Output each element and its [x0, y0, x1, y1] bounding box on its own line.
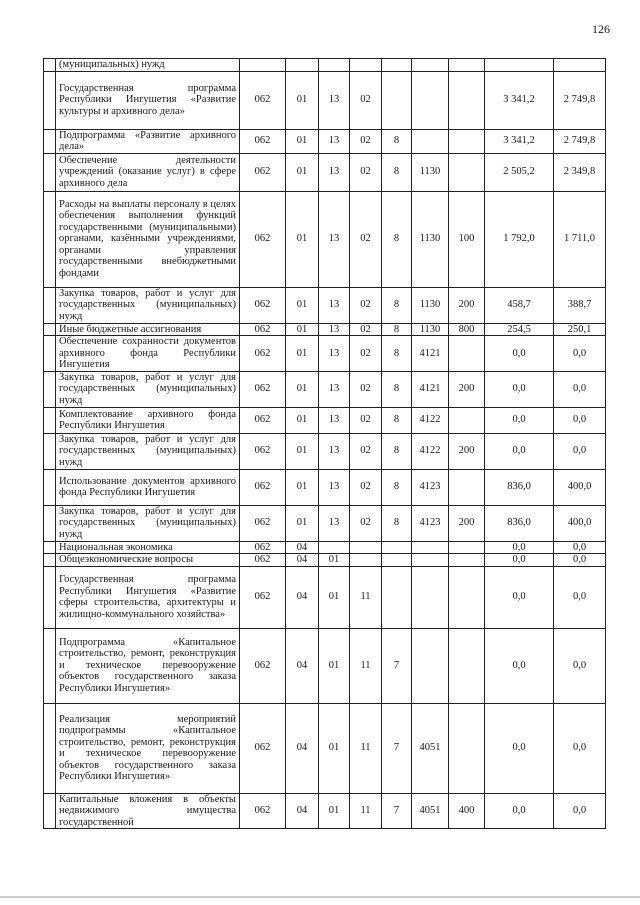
row-number-cell [44, 566, 56, 628]
cell-s2: 388,7 [554, 287, 606, 323]
cell-s1: 458,7 [485, 287, 554, 323]
cell-dir: 4122 [412, 433, 449, 469]
cell-dir: 4122 [412, 407, 449, 433]
cell-s1 [485, 59, 554, 72]
cell-s2: 400,0 [554, 505, 606, 541]
cell-sub: 8 [382, 407, 412, 433]
cell-rz: 01 [286, 407, 319, 433]
cell-s2: 0,0 [554, 793, 606, 829]
cell-sub: 7 [382, 628, 412, 703]
cell-s2: 0,0 [554, 703, 606, 793]
cell-dir [412, 71, 449, 129]
cell-sub: 7 [382, 793, 412, 829]
cell-s1: 3 341,2 [485, 129, 554, 153]
cell-adm: 062 [240, 336, 286, 372]
table-row [44, 554, 606, 567]
cell-name: Комплектование архивного фонда Республики Ингушетия [56, 407, 240, 433]
cell-prog: 02 [350, 336, 382, 372]
cell-s1: 836,0 [485, 505, 554, 541]
table-row [44, 433, 606, 469]
table-row [44, 469, 606, 505]
cell-prog: 02 [350, 323, 382, 336]
cell-sub [382, 554, 412, 567]
cell-sub [382, 59, 412, 72]
row-number-cell [44, 153, 56, 191]
cell-prog [350, 554, 382, 567]
cell-vr [449, 469, 485, 505]
table-row [44, 71, 606, 129]
cell-rz: 01 [286, 323, 319, 336]
cell-rz: 01 [286, 433, 319, 469]
cell-s2: 0,0 [554, 433, 606, 469]
cell-dir: 4121 [412, 371, 449, 407]
cell-adm: 062 [240, 628, 286, 703]
cell-s1: 0,0 [485, 703, 554, 793]
cell-prog [350, 541, 382, 554]
cell-name: Закупка товаров, работ и услуг для государственных (муниципальных) нужд [56, 371, 240, 407]
cell-vr [449, 71, 485, 129]
cell-vr: 400 [449, 793, 485, 829]
cell-vr [449, 554, 485, 567]
cell-s1: 1 792,0 [485, 191, 554, 287]
cell-pr: 13 [319, 287, 350, 323]
cell-dir [412, 129, 449, 153]
budget-table [43, 58, 606, 829]
row-number-cell [44, 628, 56, 703]
row-number-cell [44, 129, 56, 153]
cell-name: Подпрограмма «Развитие архивного дела» [56, 129, 240, 153]
cell-vr [449, 703, 485, 793]
cell-prog: 02 [350, 71, 382, 129]
cell-pr: 01 [319, 793, 350, 829]
cell-dir [412, 59, 449, 72]
cell-s2: 2 749,8 [554, 129, 606, 153]
cell-pr: 13 [319, 323, 350, 336]
cell-rz: 04 [286, 554, 319, 567]
row-number-cell [44, 433, 56, 469]
cell-adm: 062 [240, 371, 286, 407]
cell-s1: 0,0 [485, 336, 554, 372]
cell-rz: 04 [286, 703, 319, 793]
cell-s1: 3 341,2 [485, 71, 554, 129]
row-number-cell [44, 336, 56, 372]
cell-pr: 13 [319, 371, 350, 407]
cell-adm: 062 [240, 153, 286, 191]
row-number-cell [44, 469, 56, 505]
cell-pr: 13 [319, 505, 350, 541]
cell-dir: 4051 [412, 793, 449, 829]
cell-dir [412, 566, 449, 628]
row-number-cell [44, 541, 56, 554]
cell-rz: 01 [286, 505, 319, 541]
cell-prog: 11 [350, 703, 382, 793]
cell-name: Национальная экономика [56, 541, 240, 554]
cell-pr: 13 [319, 129, 350, 153]
cell-sub: 8 [382, 129, 412, 153]
cell-vr: 100 [449, 191, 485, 287]
cell-s2: 2 749,8 [554, 71, 606, 129]
cell-name: Использование документов архивного фонда Республики Ингушетия [56, 469, 240, 505]
cell-sub: 8 [382, 323, 412, 336]
table-row [44, 287, 606, 323]
cell-prog: 02 [350, 505, 382, 541]
cell-s1: 0,0 [485, 407, 554, 433]
cell-vr [449, 628, 485, 703]
cell-s1: 0,0 [485, 628, 554, 703]
cell-s2: 0,0 [554, 554, 606, 567]
cell-s2 [554, 59, 606, 72]
cell-vr: 200 [449, 371, 485, 407]
cell-sub: 8 [382, 191, 412, 287]
cell-name: Капитальные вложения в объекты недвижимого имущества государственной [56, 793, 240, 829]
cell-dir: 4123 [412, 505, 449, 541]
cell-pr: 13 [319, 153, 350, 191]
cell-s1: 836,0 [485, 469, 554, 505]
cell-adm: 062 [240, 433, 286, 469]
table-row [44, 566, 606, 628]
page-number: 126 [592, 22, 610, 36]
cell-sub: 8 [382, 287, 412, 323]
cell-adm: 062 [240, 566, 286, 628]
row-number-cell [44, 71, 56, 129]
cell-vr: 200 [449, 433, 485, 469]
cell-s2: 1 711,0 [554, 191, 606, 287]
cell-rz: 01 [286, 371, 319, 407]
table-row [44, 407, 606, 433]
cell-adm: 062 [240, 323, 286, 336]
cell-name: Иные бюджетные ассигнования [56, 323, 240, 336]
cell-s2: 0,0 [554, 628, 606, 703]
row-number-cell [44, 287, 56, 323]
cell-prog: 02 [350, 191, 382, 287]
cell-prog: 02 [350, 371, 382, 407]
cell-prog: 02 [350, 407, 382, 433]
cell-sub: 8 [382, 371, 412, 407]
cell-sub [382, 566, 412, 628]
cell-rz: 04 [286, 541, 319, 554]
table-row [44, 793, 606, 829]
cell-s2: 250,1 [554, 323, 606, 336]
cell-adm: 062 [240, 554, 286, 567]
cell-pr: 13 [319, 191, 350, 287]
cell-vr [449, 566, 485, 628]
cell-pr: 01 [319, 628, 350, 703]
cell-sub: 8 [382, 153, 412, 191]
cell-pr: 13 [319, 469, 350, 505]
cell-name: Государственная программа Республики Ингушетия «Развитие сферы строительства, архитектуры и жилищно-коммунального хозяйства» [56, 566, 240, 628]
table-row [44, 371, 606, 407]
cell-name: (муниципальных) нужд [56, 59, 240, 72]
cell-dir: 1130 [412, 191, 449, 287]
cell-s2: 400,0 [554, 469, 606, 505]
cell-name: Подпрограмма «Капитальное строительство, ремонт, реконструкция и техническое перевооружение объектов государственного заказа Республики Ингушетия» [56, 628, 240, 703]
table-row [44, 505, 606, 541]
cell-s1: 0,0 [485, 566, 554, 628]
cell-pr: 13 [319, 71, 350, 129]
table-row [44, 703, 606, 793]
cell-s1: 0,0 [485, 541, 554, 554]
row-number-cell [44, 407, 56, 433]
cell-sub: 8 [382, 433, 412, 469]
cell-name: Реализация мероприятий подпрограммы «Капитальное строительство, ремонт, реконструкция и техническое перевооружение объектов государственного заказа Республики Ингушетия» [56, 703, 240, 793]
cell-vr [449, 153, 485, 191]
cell-pr: 01 [319, 554, 350, 567]
cell-adm: 062 [240, 469, 286, 505]
cell-sub: 7 [382, 703, 412, 793]
cell-prog: 02 [350, 469, 382, 505]
cell-adm: 062 [240, 287, 286, 323]
cell-name: Расходы на выплаты персоналу в целях обеспечения выполнения функций государственными (муниципальными) органами, казёнными учреждениями, органами управления государственными внебюджетными фондами [56, 191, 240, 287]
cell-dir: 1130 [412, 323, 449, 336]
cell-sub [382, 541, 412, 554]
cell-rz: 01 [286, 191, 319, 287]
cell-dir: 4123 [412, 469, 449, 505]
cell-vr [449, 336, 485, 372]
cell-s1: 0,0 [485, 433, 554, 469]
cell-pr: 13 [319, 433, 350, 469]
cell-dir [412, 541, 449, 554]
cell-rz [286, 59, 319, 72]
cell-prog: 02 [350, 287, 382, 323]
cell-name: Закупка товаров, работ и услуг для государственных (муниципальных) нужд [56, 287, 240, 323]
cell-s2: 0,0 [554, 541, 606, 554]
cell-prog: 11 [350, 566, 382, 628]
cell-prog: 02 [350, 433, 382, 469]
cell-dir [412, 628, 449, 703]
cell-rz: 04 [286, 566, 319, 628]
cell-s2: 0,0 [554, 371, 606, 407]
cell-dir: 1130 [412, 287, 449, 323]
cell-prog: 11 [350, 793, 382, 829]
table-row [44, 628, 606, 703]
cell-pr: 01 [319, 703, 350, 793]
cell-s1: 0,0 [485, 793, 554, 829]
cell-adm: 062 [240, 541, 286, 554]
cell-prog: 11 [350, 628, 382, 703]
cell-adm: 062 [240, 191, 286, 287]
row-number-cell [44, 371, 56, 407]
cell-prog: 02 [350, 153, 382, 191]
table-row [44, 153, 606, 191]
cell-adm [240, 59, 286, 72]
cell-prog [350, 59, 382, 72]
cell-adm: 062 [240, 407, 286, 433]
table-row [44, 336, 606, 372]
cell-vr: 800 [449, 323, 485, 336]
cell-s1: 2 505,2 [485, 153, 554, 191]
table-row [44, 129, 606, 153]
cell-rz: 01 [286, 129, 319, 153]
row-number-cell [44, 793, 56, 829]
table-row [44, 191, 606, 287]
row-number-cell [44, 505, 56, 541]
row-number-cell [44, 703, 56, 793]
cell-name: Обеспечение деятельности учреждений (оказание услуг) в сфере архивного дела [56, 153, 240, 191]
cell-adm: 062 [240, 505, 286, 541]
cell-dir: 4051 [412, 703, 449, 793]
cell-sub: 8 [382, 469, 412, 505]
cell-name: Закупка товаров, работ и услуг для государственных (муниципальных) нужд [56, 505, 240, 541]
cell-vr: 200 [449, 287, 485, 323]
cell-sub: 8 [382, 336, 412, 372]
cell-dir [412, 554, 449, 567]
cell-s1: 0,0 [485, 554, 554, 567]
cell-pr: 13 [319, 336, 350, 372]
cell-name: Обеспечение сохранности документов архивного фонда Республики Ингушетия [56, 336, 240, 372]
cell-vr [449, 407, 485, 433]
cell-adm: 062 [240, 793, 286, 829]
cell-s2: 0,0 [554, 566, 606, 628]
cell-vr [449, 59, 485, 72]
table-row [44, 541, 606, 554]
cell-s1: 0,0 [485, 371, 554, 407]
cell-prog: 02 [350, 129, 382, 153]
cell-s2: 0,0 [554, 407, 606, 433]
table-row [44, 323, 606, 336]
cell-adm: 062 [240, 129, 286, 153]
cell-pr: 13 [319, 407, 350, 433]
cell-adm: 062 [240, 703, 286, 793]
row-number-cell [44, 191, 56, 287]
cell-pr [319, 59, 350, 72]
cell-vr [449, 129, 485, 153]
row-number-cell [44, 323, 56, 336]
cell-name: Общеэкономические вопросы [56, 554, 240, 567]
cell-rz: 01 [286, 71, 319, 129]
cell-s2: 2 349,8 [554, 153, 606, 191]
cell-rz: 01 [286, 336, 319, 372]
scan-edge [0, 896, 640, 898]
cell-sub: 8 [382, 505, 412, 541]
cell-s2: 0,0 [554, 336, 606, 372]
cell-rz: 01 [286, 469, 319, 505]
cell-rz: 04 [286, 628, 319, 703]
cell-pr [319, 541, 350, 554]
cell-vr [449, 541, 485, 554]
cell-name: Закупка товаров, работ и услуг для государственных (муниципальных) нужд [56, 433, 240, 469]
cell-name: Государственная программа Республики Ингушетия «Развитие культуры и архивного дела» [56, 71, 240, 129]
cell-pr: 01 [319, 566, 350, 628]
cell-dir: 4121 [412, 336, 449, 372]
cell-dir: 1130 [412, 153, 449, 191]
row-number-cell [44, 554, 56, 567]
cell-s1: 254,5 [485, 323, 554, 336]
cell-vr: 200 [449, 505, 485, 541]
table-row [44, 59, 606, 72]
cell-rz: 01 [286, 287, 319, 323]
cell-rz: 01 [286, 153, 319, 191]
row-number-cell [44, 59, 56, 72]
cell-adm: 062 [240, 71, 286, 129]
cell-sub [382, 71, 412, 129]
cell-rz: 04 [286, 793, 319, 829]
